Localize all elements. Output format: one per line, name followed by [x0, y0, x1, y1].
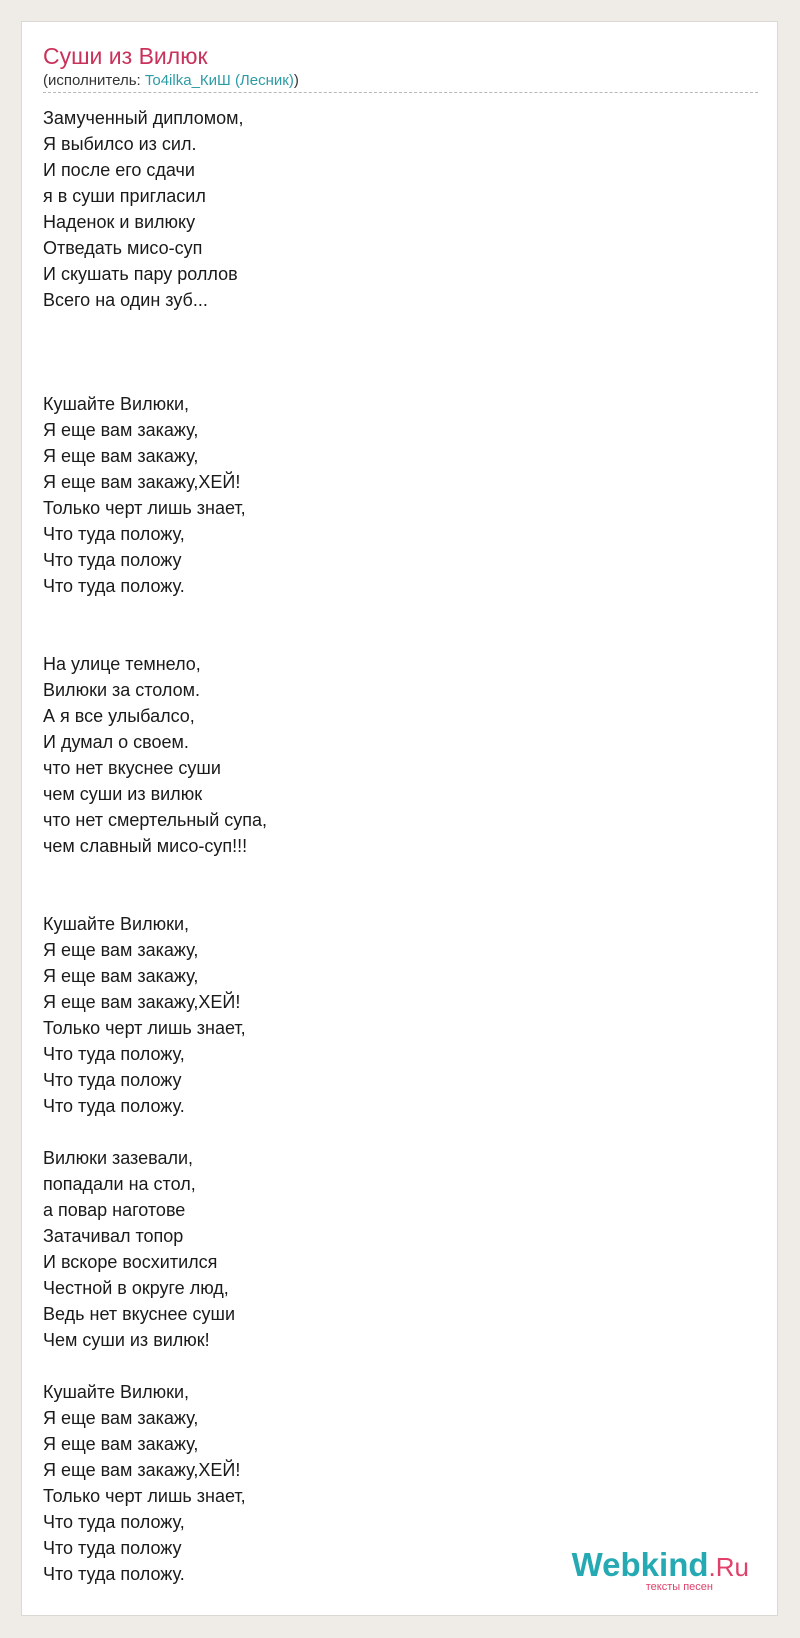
stanza-gap: [43, 1353, 743, 1379]
lyrics-body: [43, 105, 743, 1587]
artist-prefix: (исполнитель:: [43, 72, 145, 89]
stanza-gap: [43, 339, 743, 365]
lyric-line: А я все улыбалсо,: [43, 706, 195, 726]
lyric-line: Что туда положу: [43, 1070, 182, 1090]
lyric-line: Я выбилсо из сил.: [43, 134, 197, 154]
stanza-gap: [43, 599, 743, 625]
lyric-line: а повар наготове: [43, 1200, 186, 1220]
logo-tld: .Ru: [708, 1552, 749, 1582]
lyric-line: Замученный дипломом,: [43, 108, 244, 128]
lyric-line: И думал о своем.: [43, 732, 189, 752]
lyric-line: Затачивал топор: [43, 1226, 184, 1246]
lyric-line: Всего на один зуб...: [43, 290, 208, 310]
lyric-line: Я еще вам закажу,: [43, 1434, 199, 1454]
lyric-line: Кушайте Вилюки,: [43, 914, 190, 934]
lyric-line: чем славный мисо-суп!!!: [43, 836, 248, 856]
lyric-line: я в суши пригласил: [43, 186, 206, 206]
lyric-line: Что туда положу.: [43, 576, 185, 596]
lyric-line: Я еще вам закажу,: [43, 966, 199, 986]
stanza-gap: [43, 625, 743, 651]
logo-wordmark: [572, 1547, 749, 1585]
logo-tagline: тексты песен: [645, 1581, 713, 1593]
stanza-gap: [43, 365, 743, 391]
artist-suffix: ): [293, 72, 299, 89]
lyric-line: Только черт лишь знает,: [43, 1486, 246, 1506]
lyric-line: Честной в округе люд,: [43, 1278, 229, 1298]
artist-line: [43, 72, 299, 90]
stanza-gap: [43, 1119, 743, 1145]
lyric-line: Вилюки за столом.: [43, 680, 201, 700]
lyric-line: Наденок и вилюку: [43, 212, 196, 232]
stanza-gap: [43, 313, 743, 339]
lyric-line: Что туда положу.: [43, 1096, 185, 1116]
lyric-line: попадали на стол,: [43, 1174, 196, 1194]
artist-link[interactable]: To4ilka_КиШ (Лесник): [144, 72, 294, 89]
lyric-line: Кушайте Вилюки,: [43, 394, 190, 414]
lyric-line: Кушайте Вилюки,: [43, 1382, 190, 1402]
lyric-line: чем суши из вилюк: [43, 784, 203, 804]
lyric-line: Чем суши из вилюк!: [43, 1330, 210, 1350]
lyric-line: Я еще вам закажу,ХЕЙ!: [43, 992, 241, 1012]
lyric-line: И после его сдачи: [43, 160, 195, 180]
stanza-gap: [43, 885, 743, 911]
lyric-line: На улице темнело,: [43, 654, 201, 674]
lyric-line: Отведать мисо-суп: [43, 238, 203, 258]
lyric-line: Что туда положу.: [43, 1564, 185, 1584]
lyric-line: Я еще вам закажу,: [43, 446, 199, 466]
lyric-line: Я еще вам закажу,: [43, 420, 199, 440]
lyric-line: Что туда положу,: [43, 524, 185, 544]
lyric-line: Что туда положу: [43, 550, 182, 570]
page-title: Суши из Вилюк: [43, 43, 208, 69]
lyric-line: И скушать пару роллов: [43, 264, 238, 284]
lyric-line: Я еще вам закажу,ХЕЙ!: [43, 1460, 241, 1480]
lyric-line: Что туда положу,: [43, 1044, 185, 1064]
content-card: [21, 21, 778, 1616]
lyric-line: Я еще вам закажу,: [43, 940, 199, 960]
lyric-line: Ведь нет вкуснее суши: [43, 1304, 235, 1324]
lyric-line: Только черт лишь знает,: [43, 498, 246, 518]
site-logo[interactable]: [549, 1547, 749, 1595]
stanza-gap: [43, 859, 743, 885]
lyric-line: Что туда положу: [43, 1538, 182, 1558]
title-divider: [43, 92, 758, 93]
lyric-line: Я еще вам закажу,: [43, 1408, 199, 1428]
lyric-line: что нет вкуснее суши: [43, 758, 221, 778]
lyric-line: Я еще вам закажу,ХЕЙ!: [43, 472, 241, 492]
lyric-line: И вскоре восхитился: [43, 1252, 218, 1272]
lyric-line: Что туда положу,: [43, 1512, 185, 1532]
lyric-line: Только черт лишь знает,: [43, 1018, 246, 1038]
logo-main-text: Webkind: [571, 1546, 709, 1583]
lyric-line: Вилюки зазевали,: [43, 1148, 194, 1168]
lyric-line: что нет смертельный супа,: [43, 810, 268, 830]
